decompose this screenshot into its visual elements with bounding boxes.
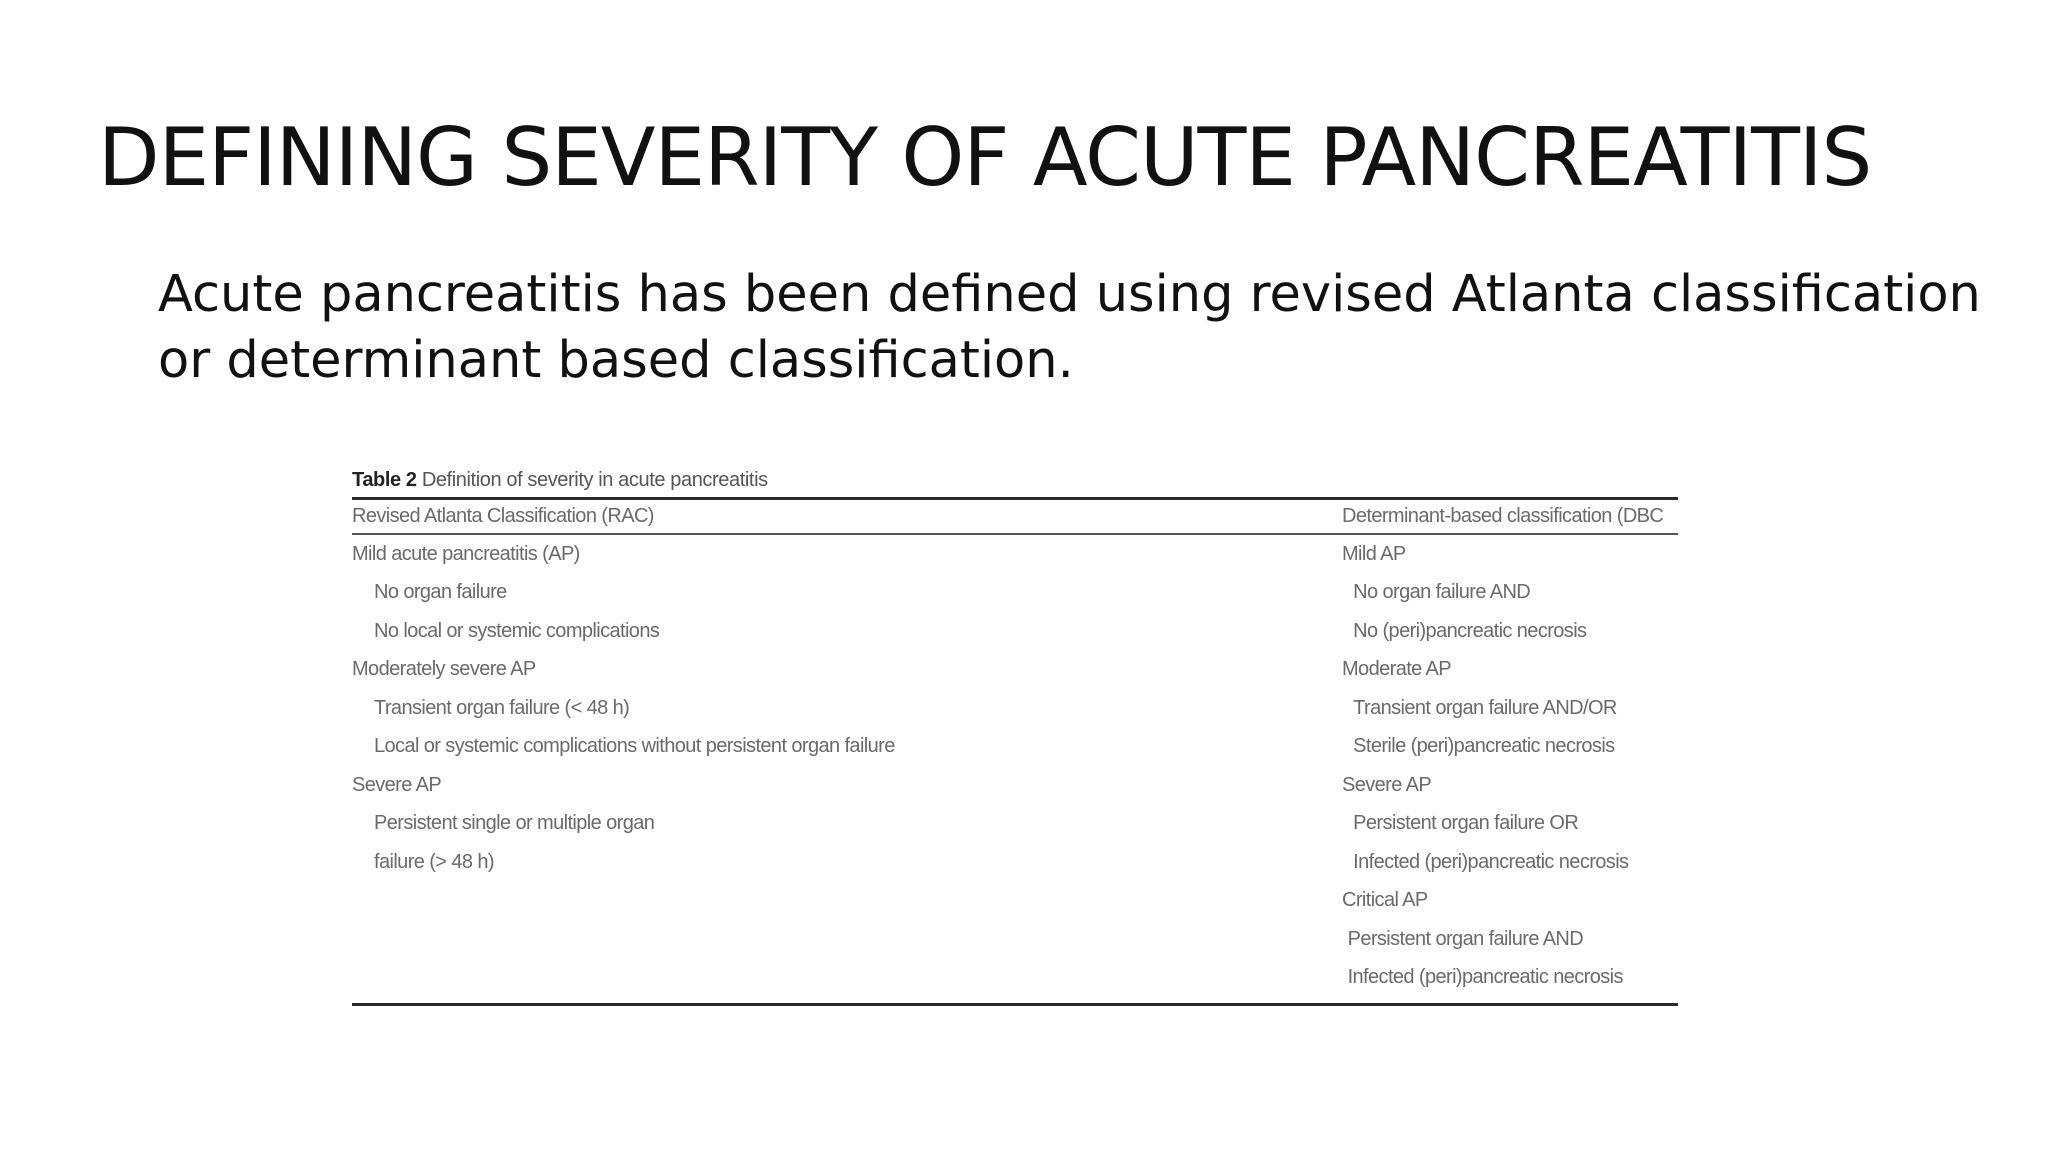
table-cell-rac: Transient organ failure (< 48 h) — [374, 696, 630, 719]
table-cell-rac: Persistent single or multiple organ — [374, 812, 655, 835]
table-header-row — [352, 500, 1678, 533]
table-cell-rac: Moderately severe AP — [352, 658, 536, 681]
table-row — [352, 728, 1678, 767]
severity-table-image — [352, 463, 1678, 1006]
table-caption — [352, 463, 1678, 497]
slide-body-text: Acute pancreatitis has been defined using revised Atlanta classification or determinant based classification. — [158, 265, 1981, 390]
table-cell-dbc: Infected (peri)pancreatic necrosis — [1353, 850, 1629, 873]
table-cell-dbc: Moderate AP — [1342, 658, 1452, 681]
table-cell-dbc: Infected (peri)pancreatic necrosis — [1347, 966, 1623, 989]
table-cell-dbc: Critical AP — [1342, 889, 1428, 912]
table-row — [352, 574, 1678, 613]
table-cell-rac: failure (> 48 h) — [374, 850, 494, 873]
table-header-right: Determinant-based classification (DBC — [1342, 505, 1664, 527]
table-cell-rac: No organ failure — [374, 581, 507, 604]
table-row — [352, 612, 1678, 651]
table-cell-dbc: Severe AP — [1342, 773, 1432, 796]
table-row — [352, 843, 1678, 882]
table-cell-rac: No local or systemic complications — [374, 619, 660, 642]
table-row — [352, 882, 1678, 921]
table-cell-dbc: No organ failure AND — [1353, 581, 1531, 604]
table-row — [352, 805, 1678, 844]
table-caption-label: Table 2 — [352, 469, 417, 491]
table-caption-text: Definition of severity in acute pancreatitis — [421, 469, 768, 491]
slide-title: DEFINING SEVERITY OF ACUTE PANCREATITIS — [98, 111, 1872, 204]
table-cell-rac: Mild acute pancreatitis (AP) — [352, 542, 580, 565]
table-row — [352, 689, 1678, 728]
table-cell-rac: Severe AP — [352, 773, 442, 796]
table-cell-dbc: Persistent organ failure OR — [1353, 812, 1579, 835]
table-row — [352, 651, 1678, 690]
table-row — [352, 920, 1678, 959]
table-row — [352, 766, 1678, 805]
table-cell-dbc: Sterile (peri)pancreatic necrosis — [1353, 735, 1615, 758]
table-bottom-rule — [352, 1003, 1678, 1006]
table-cell-dbc: Mild AP — [1342, 542, 1406, 565]
table-row — [352, 959, 1678, 998]
table-cell-dbc: No (peri)pancreatic necrosis — [1353, 619, 1587, 642]
table-cell-dbc: Persistent organ failure AND — [1347, 927, 1584, 950]
table-cell-rac: Local or systemic complications without persistent organ failure — [374, 735, 895, 758]
table-header-left: Revised Atlanta Classification (RAC) — [352, 505, 654, 527]
table-row — [352, 535, 1678, 574]
table-body — [352, 535, 1678, 997]
table-cell-dbc: Transient organ failure AND/OR — [1353, 696, 1617, 719]
